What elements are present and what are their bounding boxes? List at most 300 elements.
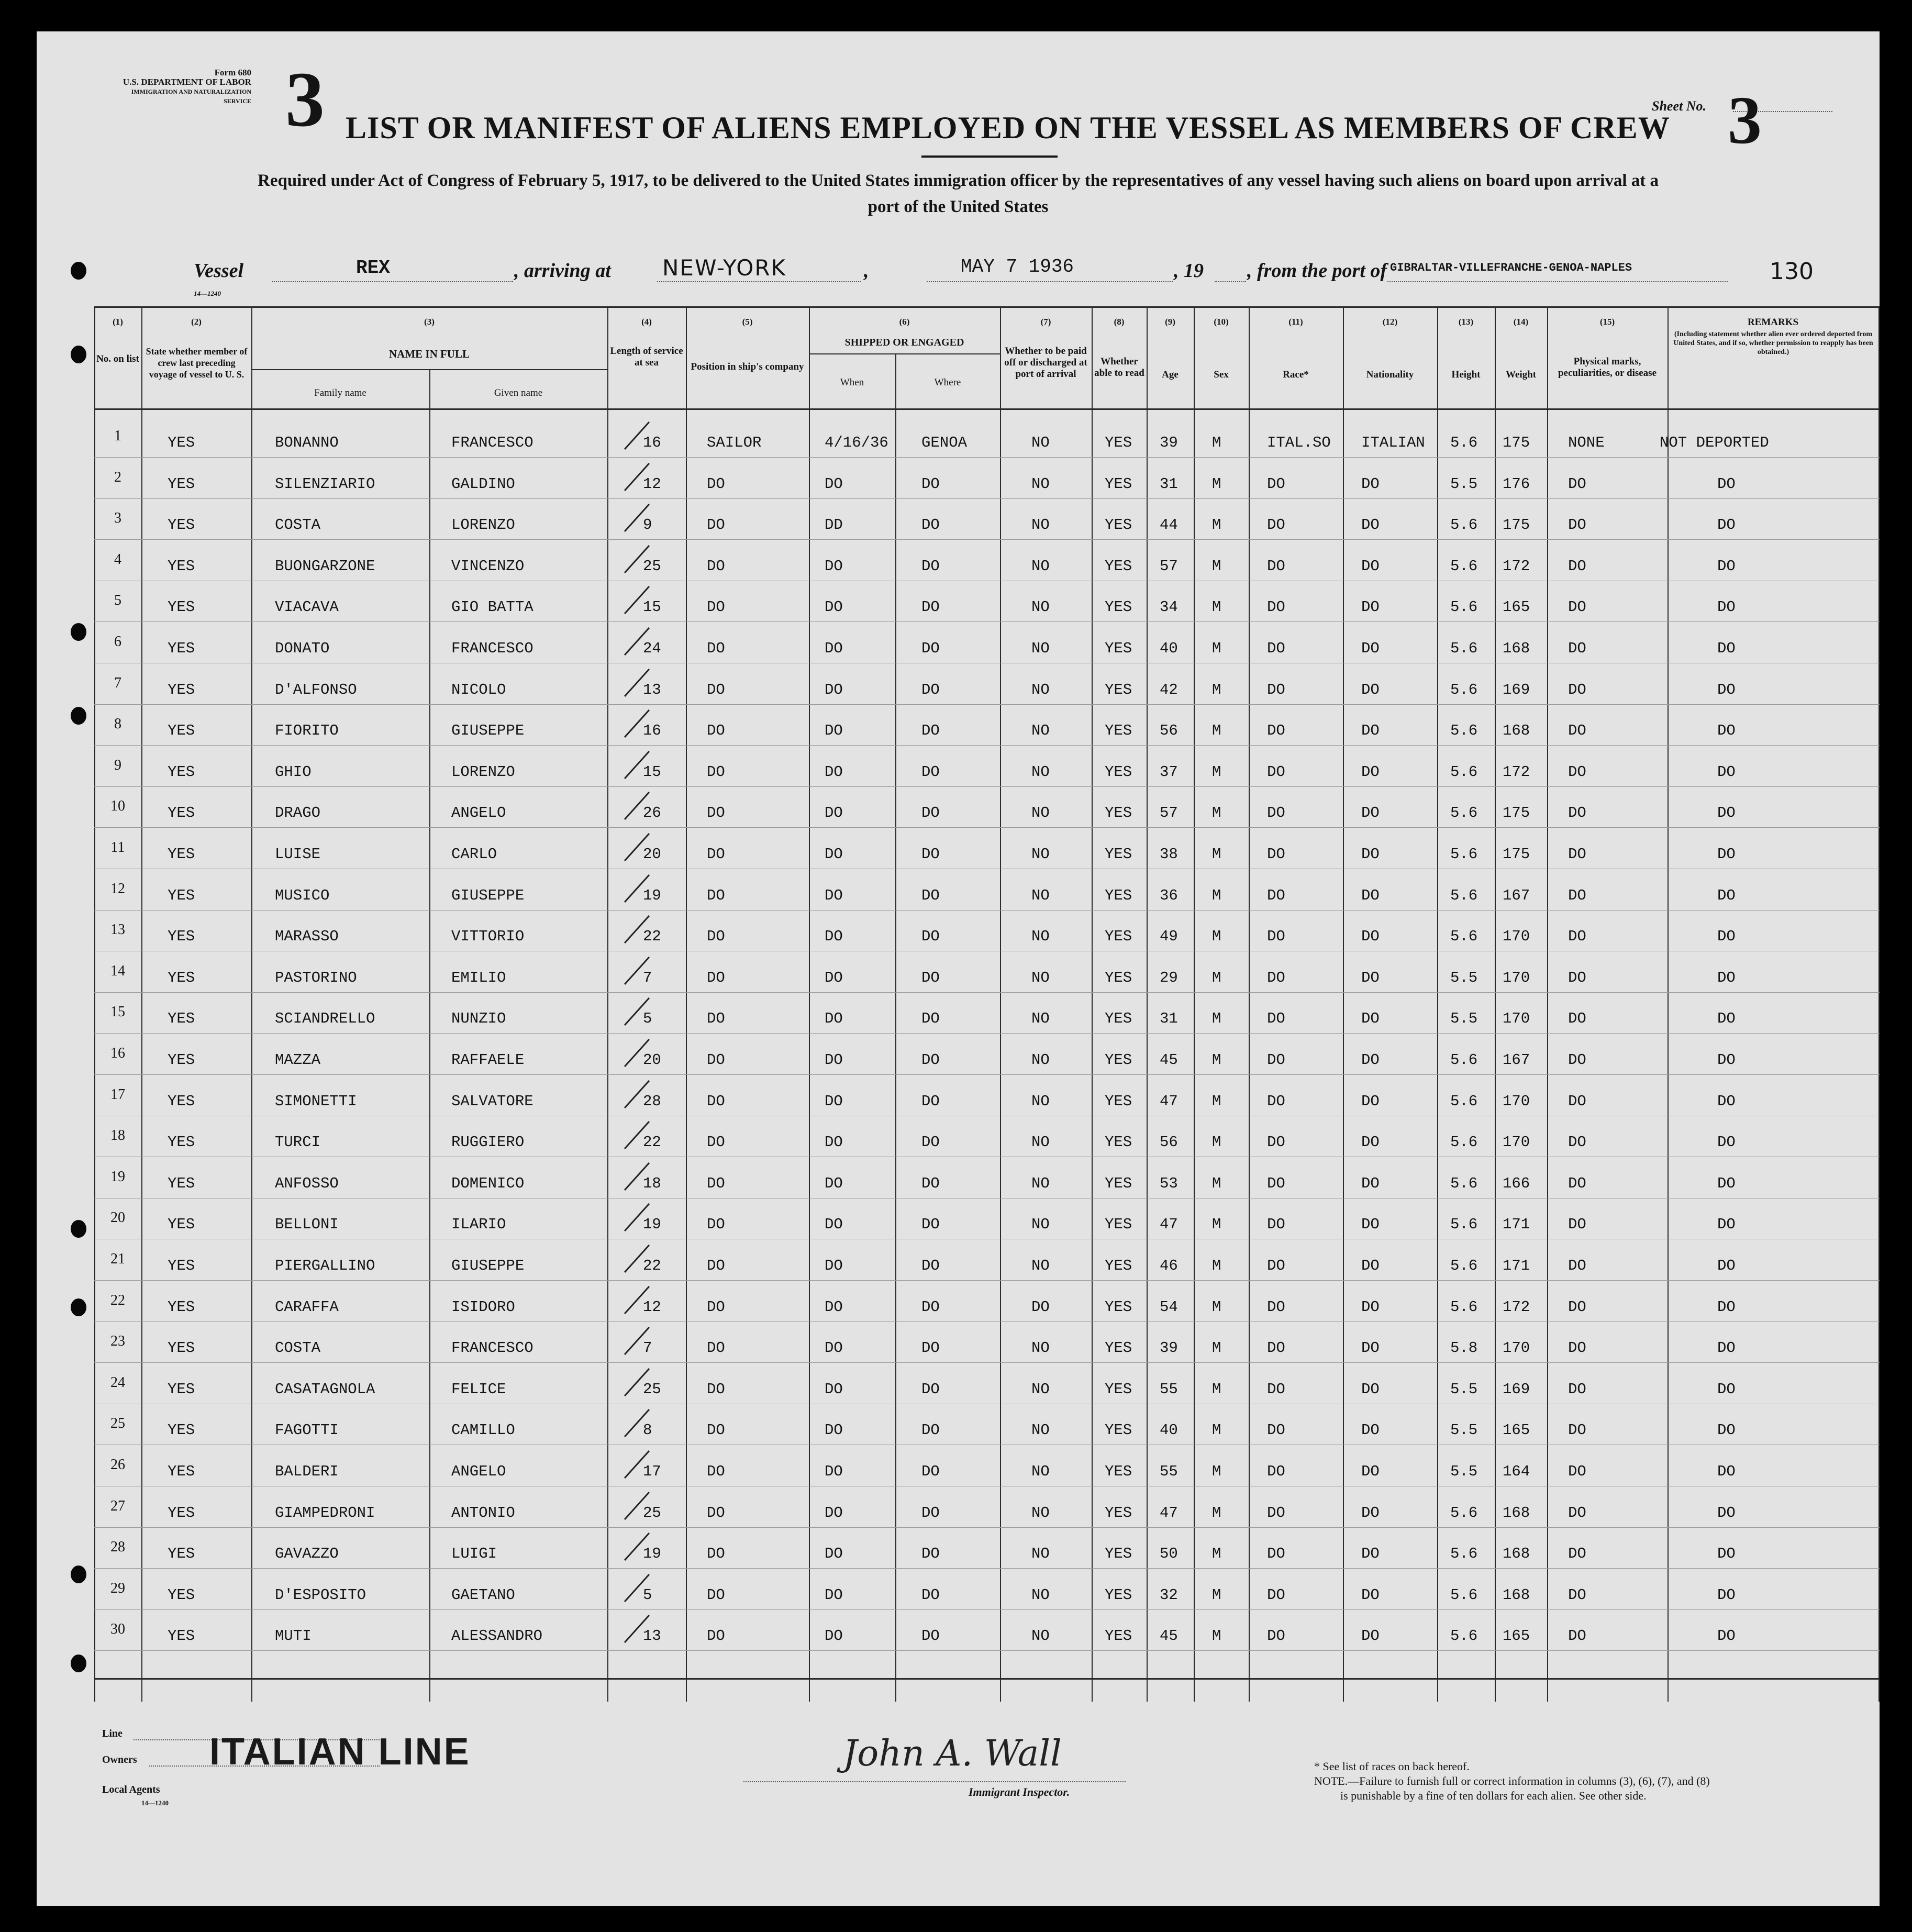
- race-cell: DO: [1267, 1545, 1285, 1563]
- col-line: [1092, 306, 1093, 1702]
- given-name-cell: VINCENZO: [451, 557, 525, 575]
- family-name-cell: MAZZA: [275, 1051, 321, 1069]
- race-cell: DO: [1267, 1627, 1285, 1645]
- crew-cell: YES: [168, 1257, 195, 1274]
- nationality-cell: DO: [1361, 1339, 1380, 1357]
- remarks-cell: DO: [1717, 1134, 1736, 1151]
- able-read-cell: YES: [1105, 434, 1132, 451]
- crew-cell: YES: [168, 475, 195, 493]
- paid-off-cell: NO: [1031, 1051, 1050, 1069]
- length-cell: 20: [643, 1051, 661, 1069]
- crew-cell: YES: [168, 1380, 195, 1398]
- row-divider: [94, 1568, 1880, 1569]
- family-name-cell: GHIO: [275, 763, 312, 781]
- remarks-cell: DO: [1717, 1298, 1736, 1316]
- crew-cell: YES: [168, 598, 195, 616]
- paid-off-cell: NO: [1031, 475, 1050, 493]
- weight-cell: 176: [1503, 475, 1530, 493]
- hdr-physical: Physical marks, peculiarities, or disease: [1558, 356, 1657, 379]
- row-number: 25: [110, 1415, 125, 1432]
- length-cell: 24: [643, 640, 661, 657]
- vessel-label: Vessel: [194, 260, 243, 282]
- remarks-cell: DO: [1717, 1092, 1736, 1110]
- when-cell: DO: [825, 681, 843, 698]
- inspector-label: Immigrant Inspector.: [969, 1785, 1070, 1798]
- subtitle: [89, 168, 1827, 220]
- weight-cell: 170: [1503, 1010, 1530, 1028]
- row-number: 13: [110, 921, 125, 938]
- age-cell: 36: [1160, 886, 1178, 904]
- weight-cell: 175: [1503, 804, 1530, 822]
- age-cell: 37: [1160, 763, 1178, 781]
- col-line: [1249, 306, 1250, 1702]
- able-read-cell: YES: [1105, 1174, 1132, 1192]
- length-cell: 13: [643, 1627, 661, 1645]
- age-cell: 40: [1160, 1422, 1178, 1439]
- name-rule: [251, 369, 607, 370]
- hdr-remarks: REMARKS: [1747, 317, 1799, 328]
- position-cell: DO: [707, 1010, 725, 1028]
- height-cell: 5.6: [1450, 846, 1478, 863]
- remarks-cell: DO: [1717, 598, 1736, 616]
- when-cell: DO: [825, 1051, 843, 1069]
- where-cell: DO: [921, 475, 940, 493]
- race-cell: DO: [1267, 681, 1285, 698]
- sex-cell: M: [1212, 557, 1221, 575]
- family-name-cell: BONANNO: [275, 434, 339, 451]
- weight-cell: 175: [1503, 434, 1530, 451]
- where-cell: DO: [921, 557, 940, 575]
- paid-off-cell: NO: [1031, 1380, 1050, 1398]
- length-cell: 25: [643, 557, 661, 575]
- paid-off-cell: NO: [1031, 969, 1050, 986]
- family-name-cell: BALDERI: [275, 1463, 339, 1480]
- hdr-remarks-note: (Including statement whether alien ever ordered deported from United States, and if so, whether permission to reapply has been obtained.): [1673, 330, 1873, 356]
- row-number: 11: [110, 839, 125, 856]
- physical-marks-cell: DO: [1568, 1092, 1586, 1110]
- position-cell: DO: [707, 1051, 725, 1069]
- position-cell: DO: [707, 1134, 725, 1151]
- row-number: 7: [114, 674, 121, 691]
- position-cell: DO: [707, 1092, 725, 1110]
- family-name-cell: CARAFFA: [275, 1298, 339, 1316]
- header-bottom-rule: [94, 408, 1880, 410]
- race-cell: DO: [1267, 722, 1285, 740]
- nationality-cell: DO: [1361, 1463, 1380, 1480]
- given-name-cell: FELICE: [451, 1380, 506, 1398]
- remarks-cell: DO: [1717, 1339, 1736, 1357]
- punch-hole: [71, 1655, 86, 1672]
- able-read-cell: YES: [1105, 640, 1132, 657]
- table-bottom-rule: [94, 1678, 1880, 1680]
- given-name-cell: LORENZO: [451, 763, 515, 781]
- hdr-length: Length of service at sea: [610, 346, 683, 368]
- row-divider: [94, 992, 1880, 993]
- given-name-cell: ANGELO: [451, 1463, 506, 1480]
- remarks-cell: DO: [1717, 1422, 1736, 1439]
- weight-cell: 165: [1503, 1627, 1530, 1645]
- length-cell: 22: [643, 1134, 661, 1151]
- when-cell: DO: [825, 722, 843, 740]
- weight-cell: 168: [1503, 640, 1530, 657]
- position-cell: DO: [707, 928, 725, 946]
- given-name-cell: GAETANO: [451, 1586, 515, 1604]
- nationality-cell: DO: [1361, 640, 1380, 657]
- page-title: LIST OR MANIFEST OF ALIENS EMPLOYED ON THE VESSEL AS MEMBERS OF CREW: [346, 110, 1670, 145]
- agents-label: Local Agents: [102, 1784, 160, 1795]
- family-name-cell: SIMONETTI: [275, 1092, 357, 1110]
- sex-cell: M: [1212, 804, 1221, 822]
- sheet-label: Sheet No.: [1652, 98, 1706, 114]
- when-cell: DO: [825, 1010, 843, 1028]
- length-cell: 12: [643, 475, 661, 493]
- physical-marks-cell: NONE: [1568, 434, 1605, 451]
- where-cell: DO: [921, 1298, 940, 1316]
- col-num: (8): [1114, 317, 1125, 327]
- crew-cell: YES: [168, 1051, 195, 1069]
- given-name-cell: ISIDORO: [451, 1298, 515, 1316]
- position-cell: DO: [707, 1545, 725, 1563]
- paid-off-cell: NO: [1031, 1339, 1050, 1357]
- given-name-cell: GIO BATTA: [451, 598, 533, 616]
- paid-off-cell: NO: [1031, 846, 1050, 863]
- able-read-cell: YES: [1105, 886, 1132, 904]
- given-name-cell: RUGGIERO: [451, 1134, 525, 1151]
- sex-cell: M: [1212, 1092, 1221, 1110]
- given-name-cell: CARLO: [451, 846, 497, 863]
- age-cell: 56: [1160, 722, 1178, 740]
- when-cell: DO: [825, 1092, 843, 1110]
- race-cell: DO: [1267, 516, 1285, 534]
- row-divider: [94, 539, 1880, 540]
- nationality-cell: DO: [1361, 1380, 1380, 1398]
- position-cell: DO: [707, 1627, 725, 1645]
- sex-cell: M: [1212, 516, 1221, 534]
- able-read-cell: YES: [1105, 1134, 1132, 1151]
- weight-cell: 167: [1503, 1051, 1530, 1069]
- length-cell: 7: [643, 1339, 652, 1357]
- where-cell: DO: [921, 516, 940, 534]
- weight-cell: 169: [1503, 1380, 1530, 1398]
- family-name-cell: FIORITO: [275, 722, 339, 740]
- position-cell: DO: [707, 598, 725, 616]
- height-cell: 5.6: [1450, 804, 1478, 822]
- row-divider: [94, 1527, 1880, 1528]
- length-cell: 19: [643, 1216, 661, 1234]
- form-code: 14—1240: [194, 290, 221, 297]
- footer-note-2: NOTE.—Failure to furnish full or correct information in columns (3), (6), (7), and (8): [1314, 1774, 1710, 1787]
- where-cell: DO: [921, 1092, 940, 1110]
- col-num: (4): [641, 317, 652, 327]
- crew-cell: YES: [168, 1298, 195, 1316]
- length-cell: 22: [643, 928, 661, 946]
- length-cell: 16: [643, 722, 661, 740]
- family-name-cell: D'ESPOSITO: [275, 1586, 366, 1604]
- corner-number: 3: [285, 56, 325, 143]
- col-line: [1194, 306, 1195, 1702]
- able-read-cell: YES: [1105, 598, 1132, 616]
- when-cell: DO: [825, 1627, 843, 1645]
- height-cell: 5.6: [1450, 1051, 1478, 1069]
- weight-cell: 164: [1503, 1463, 1530, 1480]
- hdr-race: Race*: [1283, 369, 1309, 380]
- arriving-label: , arriving at: [514, 260, 611, 282]
- crew-cell: YES: [168, 1092, 195, 1110]
- weight-cell: 171: [1503, 1257, 1530, 1274]
- hdr-when: When: [840, 377, 864, 388]
- able-read-cell: YES: [1105, 1380, 1132, 1398]
- paid-off-cell: NO: [1031, 722, 1050, 740]
- able-read-cell: YES: [1105, 557, 1132, 575]
- sex-cell: M: [1212, 886, 1221, 904]
- row-number: 1: [114, 428, 121, 444]
- height-cell: 5.5: [1450, 1380, 1478, 1398]
- given-name-cell: LORENZO: [451, 516, 515, 534]
- col-line: [809, 306, 810, 1702]
- row-divider: [94, 1362, 1880, 1363]
- hdr-position: Position in ship's company: [691, 361, 804, 372]
- col-line: [1343, 306, 1344, 1702]
- position-cell: DO: [707, 1339, 725, 1357]
- nationality-cell: DO: [1361, 1134, 1380, 1151]
- able-read-cell: YES: [1105, 1216, 1132, 1234]
- given-name-cell: VITTORIO: [451, 928, 525, 946]
- paid-off-cell: NO: [1031, 1586, 1050, 1604]
- physical-marks-cell: DO: [1568, 516, 1586, 534]
- physical-marks-cell: DO: [1568, 804, 1586, 822]
- position-cell: DO: [707, 681, 725, 698]
- nationality-cell: DO: [1361, 1216, 1380, 1234]
- nationality-cell: DO: [1361, 722, 1380, 740]
- crew-cell: YES: [168, 1586, 195, 1604]
- sheet-number: 3: [1728, 83, 1762, 158]
- remarks-cell: DO: [1717, 1257, 1736, 1274]
- where-cell: DO: [921, 928, 940, 946]
- paid-off-cell: NO: [1031, 681, 1050, 698]
- row-number: 27: [110, 1497, 125, 1514]
- height-cell: 5.6: [1450, 681, 1478, 698]
- weight-cell: 168: [1503, 722, 1530, 740]
- weight-cell: 170: [1503, 928, 1530, 946]
- age-cell: 47: [1160, 1216, 1178, 1234]
- row-number: 18: [110, 1127, 125, 1144]
- row-number: 4: [114, 551, 121, 568]
- race-cell: DO: [1267, 969, 1285, 986]
- length-cell: 22: [643, 1257, 661, 1274]
- crew-cell: YES: [168, 1339, 195, 1357]
- remarks-cell: DO: [1717, 969, 1736, 986]
- sex-cell: M: [1212, 1586, 1221, 1604]
- paid-off-cell: NO: [1031, 640, 1050, 657]
- nationality-cell: DO: [1361, 928, 1380, 946]
- col-num: (14): [1513, 317, 1529, 327]
- race-cell: DO: [1267, 1298, 1285, 1316]
- length-cell: 25: [643, 1504, 661, 1522]
- race-cell: DO: [1267, 1380, 1285, 1398]
- weight-cell: 166: [1503, 1174, 1530, 1192]
- given-name-cell: SALVATORE: [451, 1092, 533, 1110]
- paid-off-cell: NO: [1031, 1216, 1050, 1234]
- col-line: [1547, 306, 1548, 1702]
- remarks-cell: DO: [1717, 1051, 1736, 1069]
- hdr-name: NAME IN FULL: [388, 348, 470, 360]
- department-name: U.S. DEPARTMENT OF LABOR: [123, 77, 251, 87]
- family-name-cell: DONATO: [275, 640, 330, 657]
- row-number: 26: [110, 1457, 125, 1473]
- able-read-cell: YES: [1105, 1627, 1132, 1645]
- when-cell: DO: [825, 1298, 843, 1316]
- age-cell: 38: [1160, 846, 1178, 863]
- age-cell: 49: [1160, 928, 1178, 946]
- family-name-cell: TURCI: [275, 1134, 321, 1151]
- row-divider: [94, 621, 1880, 622]
- remarks-cell: DO: [1717, 475, 1736, 493]
- row-divider: [94, 457, 1880, 458]
- nationality-cell: DO: [1361, 804, 1380, 822]
- row-number: 24: [110, 1374, 125, 1391]
- family-name-cell: LUISE: [275, 846, 321, 863]
- footer-form-code: 14—1240: [141, 1799, 169, 1807]
- paid-off-cell: NO: [1031, 804, 1050, 822]
- when-cell: DD: [825, 516, 843, 534]
- crew-cell: YES: [168, 722, 195, 740]
- row-number: 5: [114, 592, 121, 609]
- remarks-cell: DO: [1717, 1463, 1736, 1480]
- row-number: 17: [110, 1086, 125, 1103]
- physical-marks-cell: DO: [1568, 1174, 1586, 1192]
- age-cell: 32: [1160, 1586, 1178, 1604]
- nationality-cell: ITALIAN: [1361, 434, 1425, 451]
- hdr-sex: Sex: [1214, 369, 1229, 380]
- row-number: 20: [110, 1209, 125, 1226]
- given-name-cell: ANGELO: [451, 804, 506, 822]
- when-cell: DO: [825, 969, 843, 986]
- when-cell: DO: [825, 640, 843, 657]
- weight-cell: 169: [1503, 681, 1530, 698]
- age-cell: 45: [1160, 1627, 1178, 1645]
- age-cell: 55: [1160, 1380, 1178, 1398]
- sex-cell: M: [1212, 1422, 1221, 1439]
- given-name-cell: RAFFAELE: [451, 1051, 525, 1069]
- punch-hole: [71, 623, 86, 641]
- hdr-read: Whether able to read: [1094, 356, 1144, 379]
- remarks-cell: DO: [1717, 1380, 1736, 1398]
- crew-cell: YES: [168, 681, 195, 698]
- height-cell: 5.8: [1450, 1339, 1478, 1357]
- weight-cell: 168: [1503, 1545, 1530, 1563]
- when-cell: DO: [825, 1174, 843, 1192]
- remarks-cell: DO: [1717, 1627, 1736, 1645]
- nationality-cell: DO: [1361, 969, 1380, 986]
- length-cell: 15: [643, 598, 661, 616]
- family-name-cell: BUONGARZONE: [275, 557, 375, 575]
- position-cell: DO: [707, 886, 725, 904]
- row-number: 21: [110, 1251, 125, 1267]
- nationality-cell: DO: [1361, 1504, 1380, 1522]
- comma: ,: [864, 260, 869, 282]
- age-cell: 57: [1160, 557, 1178, 575]
- paid-off-cell: NO: [1031, 557, 1050, 575]
- arriving-port: NEW-YORK: [662, 255, 787, 281]
- physical-marks-cell: DO: [1568, 1463, 1586, 1480]
- crew-cell: YES: [168, 1010, 195, 1028]
- row-number: 28: [110, 1539, 125, 1556]
- where-cell: DO: [921, 969, 940, 986]
- from-label: , from the port of: [1247, 260, 1387, 282]
- where-cell: DO: [921, 1339, 940, 1357]
- paid-off-cell: DO: [1031, 1298, 1050, 1316]
- race-cell: DO: [1267, 1422, 1285, 1439]
- position-cell: SAILOR: [707, 434, 762, 451]
- remarks-cell: DO: [1717, 1216, 1736, 1234]
- punch-hole: [71, 1220, 86, 1238]
- remarks-cell: DO: [1717, 1545, 1736, 1563]
- crew-cell: YES: [168, 1463, 195, 1480]
- hdr-height: Height: [1451, 369, 1481, 380]
- col-num: (13): [1458, 317, 1474, 327]
- hdr-family: Family name: [314, 387, 366, 398]
- row-number: 12: [110, 880, 125, 897]
- col-line: [251, 306, 252, 1702]
- punch-hole: [71, 707, 86, 725]
- position-cell: DO: [707, 722, 725, 740]
- weight-cell: 171: [1503, 1216, 1530, 1234]
- hdr-nationality: Nationality: [1366, 369, 1414, 380]
- race-cell: DO: [1267, 1339, 1285, 1357]
- row-divider: [94, 1280, 1880, 1281]
- able-read-cell: YES: [1105, 804, 1132, 822]
- height-cell: 5.6: [1450, 516, 1478, 534]
- col-line: [1000, 306, 1001, 1702]
- race-cell: DO: [1267, 928, 1285, 946]
- arrival-date: MAY 7 1936: [961, 256, 1074, 277]
- row-number: 10: [110, 798, 125, 815]
- length-cell: 16: [643, 434, 661, 451]
- height-cell: 5.6: [1450, 598, 1478, 616]
- weight-cell: 170: [1503, 1339, 1530, 1357]
- when-cell: DO: [825, 475, 843, 493]
- able-read-cell: YES: [1105, 1092, 1132, 1110]
- race-cell: DO: [1267, 557, 1285, 575]
- row-divider: [94, 1650, 1880, 1651]
- position-cell: DO: [707, 1380, 725, 1398]
- family-name-cell: COSTA: [275, 516, 321, 534]
- age-cell: 31: [1160, 1010, 1178, 1028]
- when-cell: DO: [825, 1545, 843, 1563]
- position-cell: DO: [707, 1586, 725, 1604]
- age-cell: 50: [1160, 1545, 1178, 1563]
- where-cell: DO: [921, 598, 940, 616]
- family-name-cell: MARASSO: [275, 928, 339, 946]
- sex-cell: M: [1212, 1463, 1221, 1480]
- col-line: [1147, 306, 1148, 1702]
- age-cell: 39: [1160, 434, 1178, 451]
- able-read-cell: YES: [1105, 846, 1132, 863]
- remarks-cell: DO: [1717, 557, 1736, 575]
- height-cell: 5.6: [1450, 1545, 1478, 1563]
- where-cell: GENOA: [921, 434, 968, 451]
- crew-cell: YES: [168, 1627, 195, 1645]
- able-read-cell: YES: [1105, 928, 1132, 946]
- row-divider: [94, 827, 1880, 828]
- sex-cell: M: [1212, 1134, 1221, 1151]
- where-cell: DO: [921, 1422, 940, 1439]
- nationality-cell: DO: [1361, 557, 1380, 575]
- family-name-cell: DRAGO: [275, 804, 321, 822]
- header-top-rule: [94, 306, 1880, 308]
- weight-cell: 170: [1503, 969, 1530, 986]
- able-read-cell: YES: [1105, 681, 1132, 698]
